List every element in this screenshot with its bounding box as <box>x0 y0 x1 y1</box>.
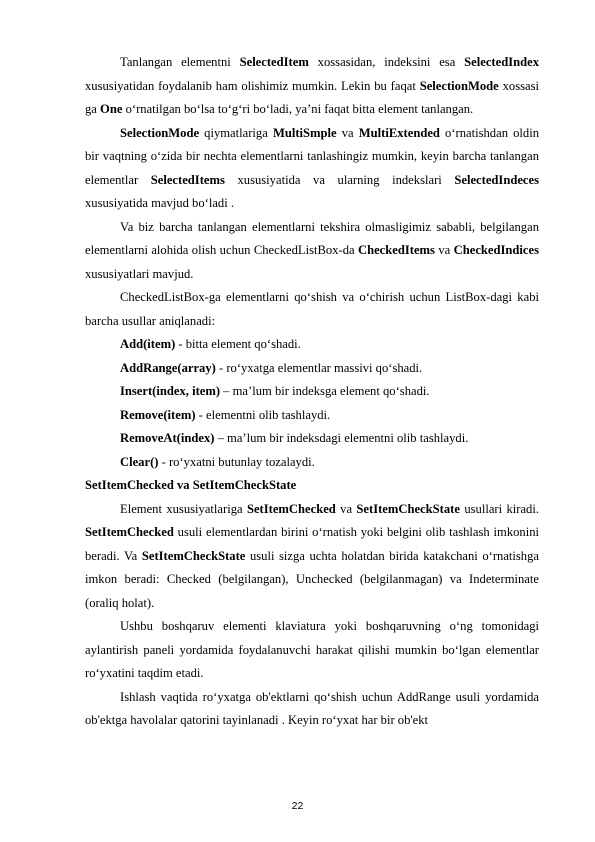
text-run: xususiyatida va ularning indekslari <box>224 172 455 187</box>
heading-text: SetItemChecked va SetItemCheckState <box>85 478 297 492</box>
text-run: usullari kiradi. <box>459 501 539 516</box>
bold-term: SelectedIndex <box>464 55 539 69</box>
text-run: xususiyatidan foydalanib ham olishimiz mumkin. Lekin bu faqat <box>85 78 420 93</box>
method-description: - bitta element qo‘shadi. <box>175 337 301 351</box>
method-item <box>85 404 539 428</box>
bold-term: SelectionMode <box>419 78 499 93</box>
method-name: Add(item) <box>120 337 176 351</box>
method-item <box>85 357 539 381</box>
method-name: RemoveAt(index) <box>120 431 215 445</box>
method-name: Insert(index, item) <box>120 384 221 398</box>
text-run: usuli elementlardan birini o‘rnatish yoki belgini olib tashlash imkonini beradi. Va <box>85 525 539 563</box>
page-number: 22 <box>291 800 304 812</box>
text-run: Va biz barcha tanlangan elementlarni tekshira olmasligimiz sababli, belgilangan elementlarni alohida olish uchun CheckedListBox-da <box>85 219 539 257</box>
paragraph-add-range: Ishlash vaqtida ro‘yxatga ob'ektlarni qo‘shish uchun AddRange usuli yordamida ob'ektga havolalar qatorini tayinlanadi . Keyin ro‘yxat har bir ob'ekt <box>85 689 539 727</box>
bold-term: CheckedItems <box>357 243 435 257</box>
bold-term: SelectionMode <box>120 125 200 140</box>
bold-term: MultiExtended <box>358 125 440 140</box>
method-description: – ma’lum bir indeksga element qo‘shadi. <box>220 384 430 398</box>
bold-term: SetItemChecked <box>85 525 174 539</box>
paragraph-scroll-description: Ushbu boshqaruv elementi klaviatura yoki boshqaruvning o‘ng tomonidagi aylantirish paneli yordamida foydalanuvchi harakat qilishi mumkin bo‘lgan elementlar ro‘yxatini taqdim etadi. <box>85 619 539 680</box>
text-run: va <box>335 501 357 516</box>
text-run: o‘rnatilgan bo‘lsa to‘g‘ri bo‘ladi, ya’ni faqat bitta element tanlangan. <box>122 102 474 116</box>
bold-term: SelectedItems <box>150 172 225 187</box>
method-item <box>85 333 539 357</box>
bold-term: SetItemChecked <box>246 501 336 516</box>
bold-term: SetItemCheckState <box>356 501 460 516</box>
method-description: - elementni olib tashlaydi. <box>195 407 331 422</box>
text-run: xususiyatida mavjud bo‘ladi . <box>85 196 235 210</box>
bold-term: One <box>100 102 123 116</box>
text-run: Tanlangan elementni <box>120 55 240 69</box>
method-description: - ro‘yxatga elementlar massivi qo‘shadi. <box>215 360 423 375</box>
paragraph-methods-intro: CheckedListBox-ga elementlarni qo‘shish va o‘chirish uchun ListBox-dagi kabi barcha usullar aniqlanadi: <box>85 290 539 328</box>
paragraph-checked-items <box>85 216 539 287</box>
text-run: xossasidan, indeksini esa <box>308 55 465 69</box>
method-description: – ma’lum bir indeksdagi elementni olib tashlaydi. <box>214 431 469 445</box>
method-item <box>85 427 539 451</box>
method-name: AddRange(array) <box>120 360 216 375</box>
page-content <box>85 51 539 733</box>
paragraph-selected-item <box>85 51 539 122</box>
bold-term: SelectedItem <box>239 55 309 69</box>
bold-term: CheckedIndices <box>453 243 539 257</box>
method-item <box>85 451 539 475</box>
bold-term: SetItemCheckState <box>141 548 246 563</box>
text-run: xossasi ga <box>85 78 539 116</box>
text-run: Element xususiyatlariga <box>120 501 247 516</box>
method-description: - ro‘yxatni butunlay tozalaydi. <box>158 454 315 469</box>
paragraph-set-item-checked <box>85 498 539 616</box>
text-run: qiymatlariga <box>199 125 273 140</box>
text-run: xususiyatlari mavjud. <box>85 266 194 281</box>
text-run: va <box>336 125 359 140</box>
text-run: va <box>434 243 454 257</box>
method-item <box>85 380 539 404</box>
paragraph-selection-mode <box>85 122 539 216</box>
method-name: Clear() <box>120 454 159 469</box>
bold-term: SelectedIndeces <box>454 172 539 187</box>
method-name: Remove(item) <box>120 407 196 422</box>
text-run: o‘rnatishdan oldin bir vaqtning o‘zida bir nechta elementlarni tanlashingiz mumkin, keyin barcha tanlangan elementlar <box>85 125 540 187</box>
text-run: usuli sizga uchta holatdan birida katakchani o‘rnatishga imkon beradi: Checked (belgilangan), Unchecked (belgilanmagan) va Indeterminate (oraliq holat). <box>85 548 539 610</box>
section-heading <box>85 474 539 498</box>
bold-term: MultiSmple <box>272 125 337 140</box>
